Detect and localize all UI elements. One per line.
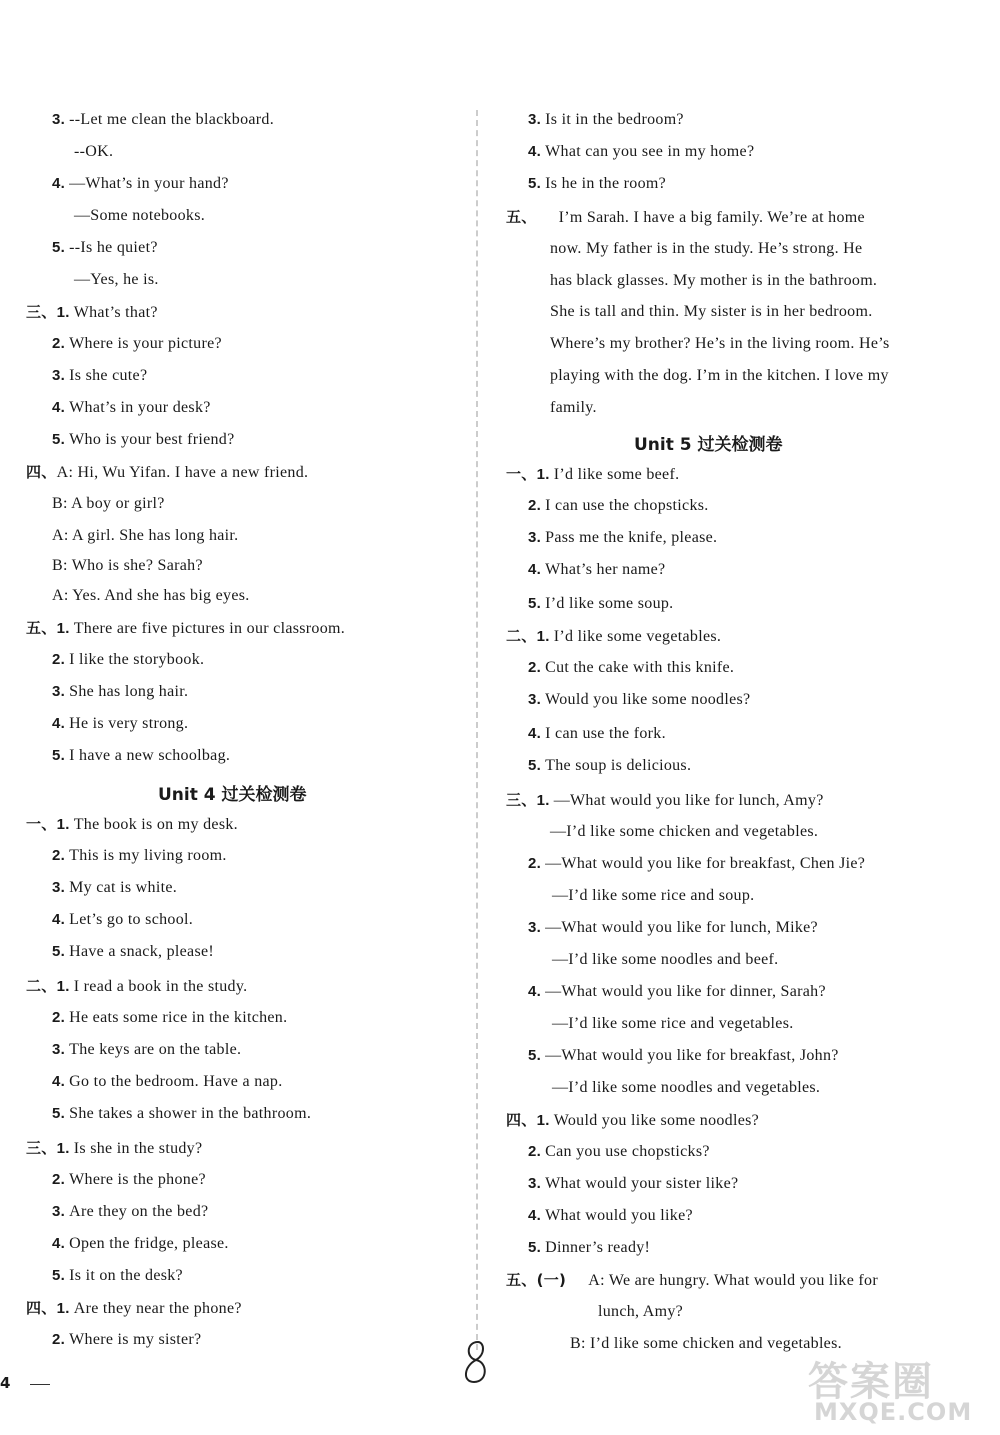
item-number: 1. [56, 816, 70, 833]
right-line [550, 822, 818, 842]
line-text: I’d like some beef. [553, 466, 680, 483]
section-marker: 二、 [506, 627, 537, 645]
item-number: 5. [52, 239, 66, 256]
right-line [550, 302, 873, 322]
line-text: Where is your picture? [69, 335, 222, 352]
right-line [528, 560, 665, 580]
line-text: Open the fridge, please. [69, 1235, 229, 1252]
item-number: 2. [528, 659, 542, 676]
left-line [52, 942, 214, 962]
item-number: 3. [52, 1041, 66, 1058]
item-number: 5. [52, 1267, 66, 1284]
section-marker: 四、 [26, 463, 57, 481]
right-line [552, 1078, 820, 1098]
line-text: Would you like some noodles? [553, 1112, 760, 1129]
line-text: —I’d like some noodles and vegetables. [552, 1079, 821, 1096]
right-line [506, 464, 679, 485]
right-line [528, 854, 865, 874]
left-line [52, 398, 211, 418]
right-line [506, 1270, 878, 1291]
line-text: I’m Sarah. I have a big family. We’re at home [558, 209, 865, 226]
left-line [52, 556, 203, 576]
right-line [528, 528, 717, 548]
line-text: —What would you like for dinner, Sarah? [545, 983, 826, 1000]
line-text: B: A boy or girl? [52, 495, 165, 512]
item-number: 2. [528, 1143, 542, 1160]
unit5-heading: Unit 5 过关检测卷 [634, 435, 783, 455]
left-line [52, 1170, 206, 1190]
right-line [598, 1302, 683, 1322]
item-number: 2. [528, 855, 542, 872]
item-number: 4. [528, 983, 542, 1000]
line-text: family. [550, 399, 597, 416]
line-text: --OK. [74, 143, 114, 160]
item-number: 2. [52, 1171, 66, 1188]
line-text: What’s her name? [545, 561, 666, 578]
right-line [528, 690, 750, 710]
left-line [52, 494, 165, 514]
item-number: 1. [536, 1112, 550, 1129]
left-line [74, 142, 113, 162]
line-text: —What would you like for lunch, Amy? [553, 792, 824, 809]
left-line [52, 650, 204, 670]
right-line [528, 594, 673, 614]
right-line [528, 756, 691, 776]
item-number: 1. [56, 620, 70, 637]
section-marker: 四、 [506, 1111, 537, 1129]
section-marker: 一、 [506, 465, 537, 483]
line-text: The keys are on the table. [69, 1041, 242, 1058]
item-number: 2. [52, 651, 66, 668]
line-text: Is it in the bedroom? [545, 111, 684, 128]
left-line [52, 174, 229, 194]
section-marker: 五、 [26, 619, 57, 637]
line-text: —Some notebooks. [74, 207, 206, 224]
item-number: 5. [528, 175, 542, 192]
item-number: 3. [528, 691, 542, 708]
line-text: What’s in your desk? [69, 399, 211, 416]
item-number: 1. [56, 304, 70, 321]
unit4-heading: Unit 4 过关检测卷 [158, 785, 307, 805]
line-text: Is he in the room? [545, 175, 667, 192]
line-text: --Is he quiet? [69, 239, 158, 256]
left-line [26, 618, 345, 639]
right-line [552, 950, 778, 970]
line-text: Dinner’s ready! [545, 1239, 651, 1256]
item-number: 5. [52, 1105, 66, 1122]
right-line [528, 724, 666, 744]
item-number: 4. [52, 911, 66, 928]
line-text: —I’d like some noodles and beef. [552, 951, 779, 968]
right-line [552, 1014, 794, 1034]
line-text: playing with the dog. I’m in the kitchen. I love my [550, 367, 889, 384]
right-line [528, 1046, 839, 1066]
line-text: Can you use chopsticks? [545, 1143, 710, 1160]
left-line [74, 270, 159, 290]
line-text: —Yes, he is. [74, 271, 159, 288]
right-line [550, 398, 597, 418]
line-text: A: Yes. And she has big eyes. [52, 587, 250, 604]
item-number: 4. [52, 715, 66, 732]
line-text: now. My father is in the study. He’s strong. He [550, 240, 863, 257]
line-text: My cat is white. [69, 879, 178, 896]
item-number: 3. [52, 683, 66, 700]
line-text: The book is on my desk. [73, 816, 238, 833]
right-line [552, 886, 754, 906]
line-text: B: I’d like some chicken and vegetables. [570, 1335, 842, 1352]
right-line [528, 174, 666, 194]
line-text: Have a snack, please! [69, 943, 215, 960]
item-number: 1. [536, 628, 550, 645]
left-line [52, 1330, 201, 1350]
item-number: 4. [528, 1207, 542, 1224]
line-text: Pass me the knife, please. [545, 529, 718, 546]
line-text: —What would you like for lunch, Mike? [545, 919, 818, 936]
line-text: Where is the phone? [69, 1171, 206, 1188]
line-text: --Let me clean the blackboard. [69, 111, 275, 128]
right-line [506, 626, 721, 647]
handwritten-8-icon [458, 1338, 494, 1386]
item-number: 1. [56, 1300, 70, 1317]
item-number: 4. [528, 561, 542, 578]
watermark-text: 答案圈 [808, 1359, 934, 1405]
line-text: Would you like some noodles? [545, 691, 751, 708]
left-line [52, 878, 177, 898]
item-number: 4. [528, 725, 542, 742]
left-line [52, 586, 250, 606]
right-line [528, 1206, 693, 1226]
item-number: 4. [52, 1073, 66, 1090]
line-text: I can use the chopsticks. [545, 497, 709, 514]
item-number: 5. [528, 757, 542, 774]
left-line [52, 682, 188, 702]
line-text: Is it on the desk? [69, 1267, 183, 1284]
item-number: 2. [52, 847, 66, 864]
left-line [52, 526, 238, 546]
left-line [52, 1040, 241, 1060]
line-text: I like the storybook. [69, 651, 205, 668]
left-line [26, 814, 238, 835]
page-number-rule [30, 1384, 50, 1385]
line-text: I’d like some soup. [545, 595, 674, 612]
line-text: —What’s in your hand? [69, 175, 229, 192]
item-number: 2. [52, 1009, 66, 1026]
watermark-logo [808, 1350, 988, 1430]
line-text: What’s that? [73, 304, 158, 321]
item-number: 4. [52, 1235, 66, 1252]
item-number: 3. [528, 1175, 542, 1192]
left-line [52, 910, 193, 930]
line-text: What would you like? [545, 1207, 693, 1224]
page-number: 4 [0, 1374, 11, 1392]
left-line [52, 334, 222, 354]
item-number: 3. [52, 111, 66, 128]
line-text: What can you see in my home? [545, 143, 755, 160]
section-marker: 三、 [26, 303, 57, 321]
line-text: I read a book in the study. [73, 978, 248, 995]
right-line [570, 1334, 842, 1354]
section-marker: 二、 [26, 977, 57, 995]
right-line [506, 1110, 759, 1131]
section-marker: 一、 [26, 815, 57, 833]
left-line [26, 1298, 242, 1319]
line-text: Is she cute? [69, 367, 148, 384]
item-number: 5. [52, 431, 66, 448]
left-line [52, 1104, 311, 1124]
item-number: 5. [52, 943, 66, 960]
right-line [528, 1142, 710, 1162]
left-line [52, 1072, 283, 1092]
right-line [550, 334, 890, 354]
line-text: She is tall and thin. My sister is in her bedroom. [550, 303, 873, 320]
line-text: This is my living room. [69, 847, 227, 864]
left-line [26, 976, 247, 997]
left-line [52, 1266, 183, 1286]
right-line [528, 1174, 738, 1194]
left-line [52, 746, 230, 766]
line-text: Let’s go to school. [69, 911, 194, 928]
item-number: 3. [52, 367, 66, 384]
item-number: 4. [52, 399, 66, 416]
item-number: 3. [528, 111, 542, 128]
line-text: —I’d like some rice and soup. [552, 887, 755, 904]
line-text: There are five pictures in our classroom. [73, 620, 346, 637]
line-text: A: We are hungry. What would you like for [588, 1272, 878, 1289]
item-number: 5. [528, 595, 542, 612]
item-number: 3. [528, 529, 542, 546]
item-number: 3. [52, 1203, 66, 1220]
left-line [26, 1138, 202, 1159]
right-line [528, 982, 826, 1002]
line-text: —I’d like some chicken and vegetables. [550, 823, 819, 840]
left-line [26, 462, 308, 483]
left-line [74, 206, 205, 226]
right-line [506, 207, 865, 228]
line-text: He eats some rice in the kitchen. [69, 1009, 288, 1026]
right-line [528, 658, 734, 678]
item-number: 4. [52, 175, 66, 192]
item-number: 5. [528, 1239, 542, 1256]
line-text: The soup is delicious. [545, 757, 692, 774]
line-text: I’d like some vegetables. [553, 628, 722, 645]
left-line [52, 1234, 229, 1254]
line-text: Is she in the study? [73, 1140, 203, 1157]
right-line [528, 1238, 650, 1258]
item-number: 2. [52, 335, 66, 352]
line-text: Are they near the phone? [73, 1300, 242, 1317]
left-line [26, 302, 158, 323]
right-line [528, 918, 818, 938]
line-text: A: A girl. She has long hair. [52, 527, 239, 544]
left-line [52, 430, 235, 450]
right-line [528, 142, 754, 162]
line-text: Are they on the bed? [69, 1203, 209, 1220]
item-number: 5. [528, 1047, 542, 1064]
section-marker: 三、 [506, 791, 537, 809]
item-number: 1. [56, 978, 70, 995]
line-text: Where is my sister? [69, 1331, 202, 1348]
line-text: has black glasses. My mother is in the bathroom. [550, 272, 878, 289]
line-text: She takes a shower in the bathroom. [69, 1105, 312, 1122]
line-text: B: Who is she? Sarah? [52, 557, 203, 574]
left-line [52, 714, 188, 734]
line-text: Where’s my brother? He’s in the living room. He’s [550, 335, 890, 352]
line-text: She has long hair. [69, 683, 189, 700]
line-text: —What would you like for breakfast, Chen Jie? [545, 855, 866, 872]
section-marker: 四、 [26, 1299, 57, 1317]
right-line [528, 110, 684, 130]
line-text: Cut the cake with this knife. [545, 659, 735, 676]
section-marker: 三、 [26, 1139, 57, 1157]
line-text: I can use the fork. [545, 725, 666, 742]
line-text: Go to the bedroom. Have a nap. [69, 1073, 283, 1090]
line-text: Who is your best friend? [69, 431, 235, 448]
column-divider [476, 110, 478, 1350]
section-marker: 五、 [506, 208, 537, 226]
item-number: 3. [528, 919, 542, 936]
right-line [506, 790, 824, 811]
line-text: What would your sister like? [545, 1175, 739, 1192]
item-number: 2. [52, 1331, 66, 1348]
item-number: 4. [528, 143, 542, 160]
item-number: 5. [52, 747, 66, 764]
watermark-url: MXQE.COM [814, 1398, 973, 1426]
left-line [52, 1202, 208, 1222]
left-line [52, 1008, 287, 1028]
line-text: lunch, Amy? [598, 1303, 684, 1320]
left-line [52, 366, 147, 386]
section-marker: 五、(一) [506, 1271, 567, 1289]
line-text: —I’d like some rice and vegetables. [552, 1015, 794, 1032]
line-text: A: Hi, Wu Yifan. I have a new friend. [56, 464, 309, 481]
right-line [550, 271, 877, 291]
right-line [550, 239, 862, 259]
right-line [550, 366, 889, 386]
item-number: 1. [536, 466, 550, 483]
line-text: I have a new schoolbag. [69, 747, 231, 764]
line-text: He is very strong. [69, 715, 189, 732]
item-number: 3. [52, 879, 66, 896]
item-number: 2. [528, 497, 542, 514]
item-number: 1. [536, 792, 550, 809]
left-line [52, 110, 274, 130]
item-number: 1. [56, 1140, 70, 1157]
line-text: —What would you like for breakfast, John? [545, 1047, 839, 1064]
right-line [528, 496, 709, 516]
left-line [52, 238, 158, 258]
left-line [52, 846, 227, 866]
